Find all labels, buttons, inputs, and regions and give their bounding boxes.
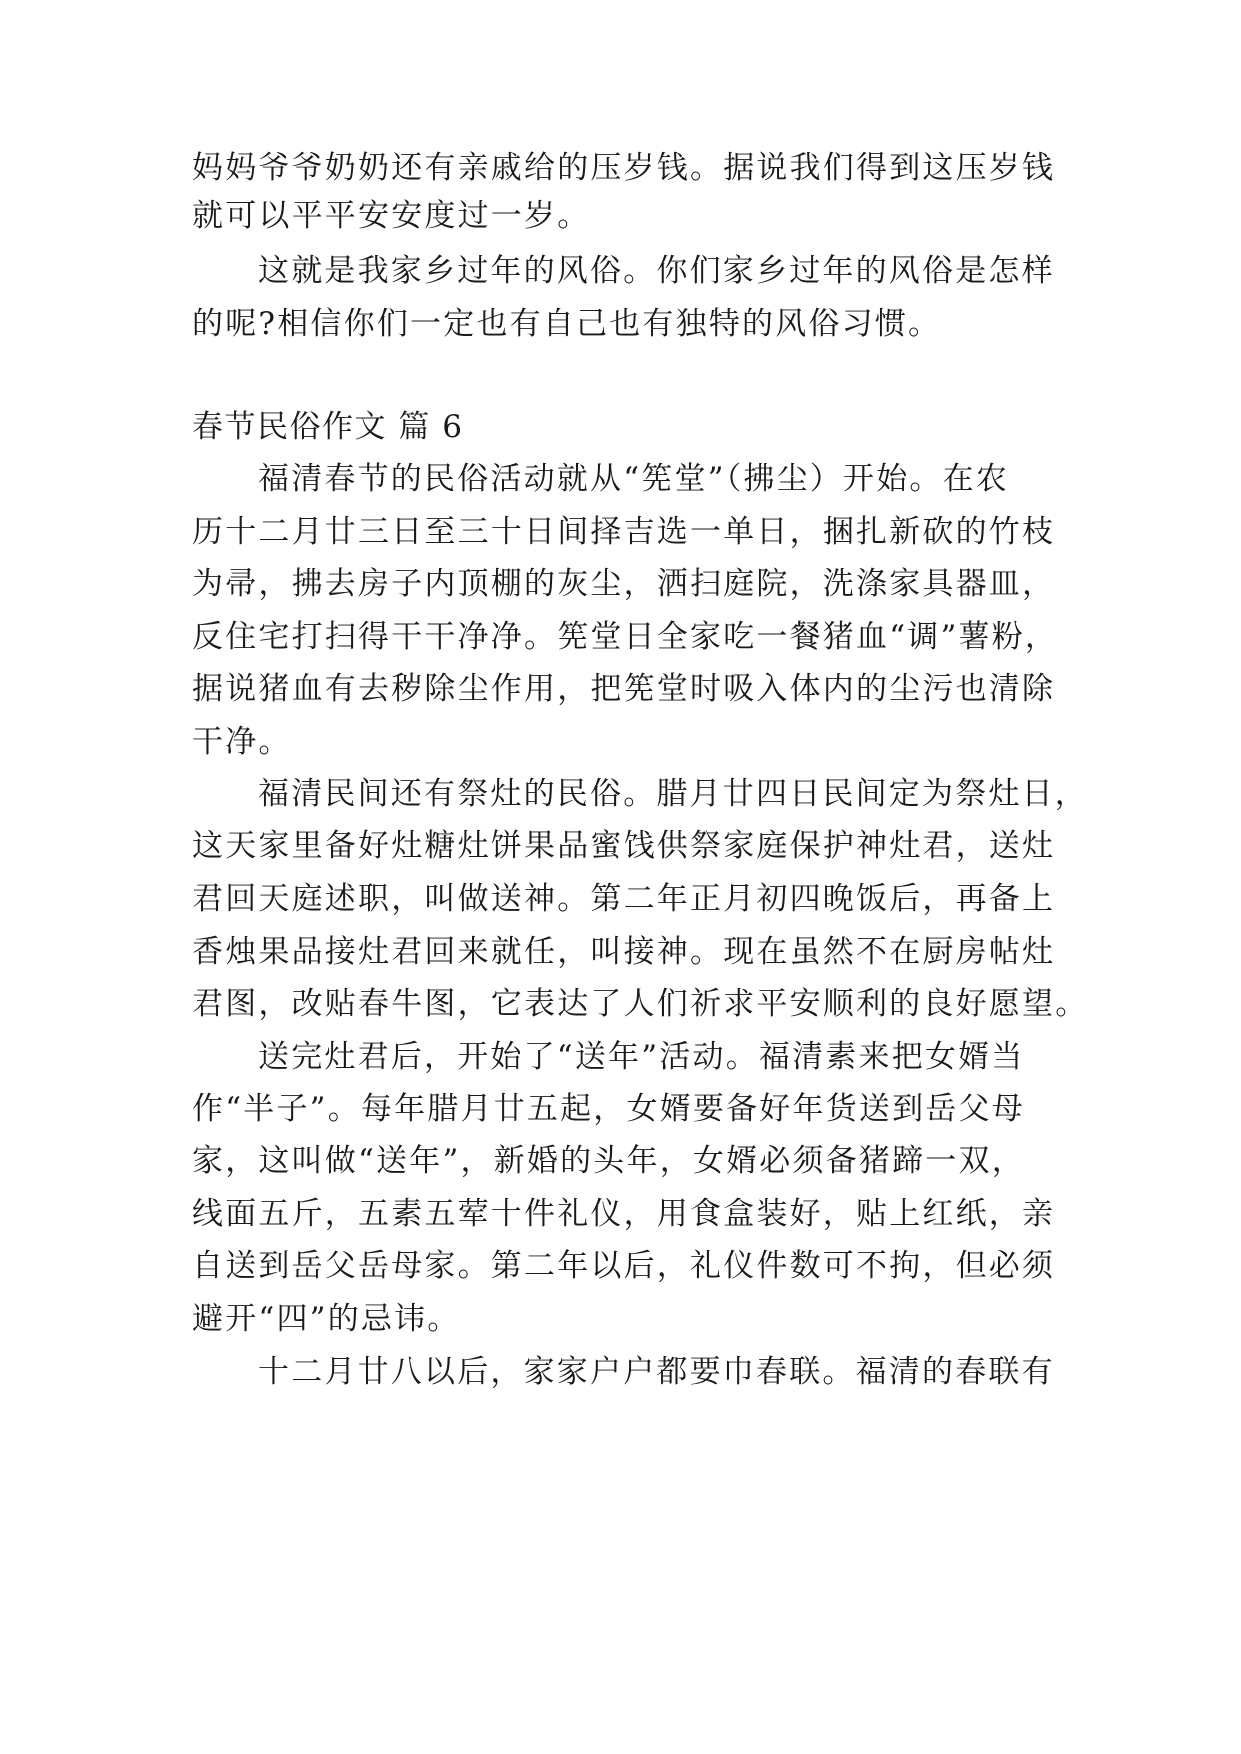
paragraph-line: 这就是我家乡过年的风俗。你们家乡过年的风俗是怎样 xyxy=(258,253,1055,289)
paragraph-line: 避开“四”的忌讳。 xyxy=(192,1301,461,1337)
paragraph-line: 君图，改贴春牛图，它表达了人们祈求平安顺利的良好愿望。 xyxy=(192,986,1089,1022)
paragraph-line: 就可以平平安安度过一岁。 xyxy=(192,198,591,234)
paragraph-line: 历十二月廿三日至三十日间择吉选一单日，捆扎新砍的竹枝 xyxy=(192,514,1056,550)
paragraph-line: 妈妈爷爷奶奶还有亲戚给的压岁钱。据说我们得到这压岁钱 xyxy=(192,150,1056,186)
paragraph-line: 反住宅打扫得干干净净。筅堂日全家吃一餐猪血“调”薯粉， xyxy=(192,619,1059,655)
paragraph-line: 家，这叫做“送年”，新婚的头年，女婿必须备猪蹄一双， xyxy=(192,1143,1025,1179)
paragraph-line: 这天家里备好灶糖灶饼果品蜜饯供祭家庭保护神灶君，送灶 xyxy=(192,828,1056,864)
paragraph-line: 据说猪血有去秽除尘作用，把筅堂时吸入体内的尘污也清除 xyxy=(192,671,1056,707)
paragraph-line: 十二月廿八以后，家家户户都要巾春联。福清的春联有 xyxy=(258,1354,1055,1390)
paragraph-line: 作“半子”。每年腊月廿五起，女婿要备好年货送到岳父母 xyxy=(192,1091,1025,1127)
paragraph-line: 福清民间还有祭灶的民俗。腊月廿四日民间定为祭灶日， xyxy=(258,776,1088,812)
paragraph-line: 自送到岳父岳母家。第二年以后，礼仪件数可不拘，但必须 xyxy=(192,1248,1056,1284)
section-heading: 春节民俗作文 篇 6 xyxy=(192,409,464,445)
paragraph-line: 送完灶君后，开始了“送年”活动。福清素来把女婿当 xyxy=(258,1039,1025,1075)
paragraph-line: 香烛果品接灶君回来就任，叫接神。现在虽然不在厨房帖灶 xyxy=(192,934,1056,970)
paragraph-line: 的呢?相信你们一定也有自己也有独特的风俗习惯。 xyxy=(192,306,942,342)
paragraph-line: 君回天庭述职，叫做送神。第二年正月初四晚饭后，再备上 xyxy=(192,881,1056,917)
paragraph-line: 福清春节的民俗活动就从“筅堂”（拂尘）开始。在农 xyxy=(258,461,1009,497)
paragraph-line: 为帚，拂去房子内顶棚的灰尘，洒扫庭院，洗涤家具器皿， xyxy=(192,566,1056,602)
paragraph-line: 线面五斤，五素五荤十件礼仪，用食盒装好，贴上红纸，亲 xyxy=(192,1196,1056,1232)
paragraph-line: 干净。 xyxy=(192,724,292,760)
